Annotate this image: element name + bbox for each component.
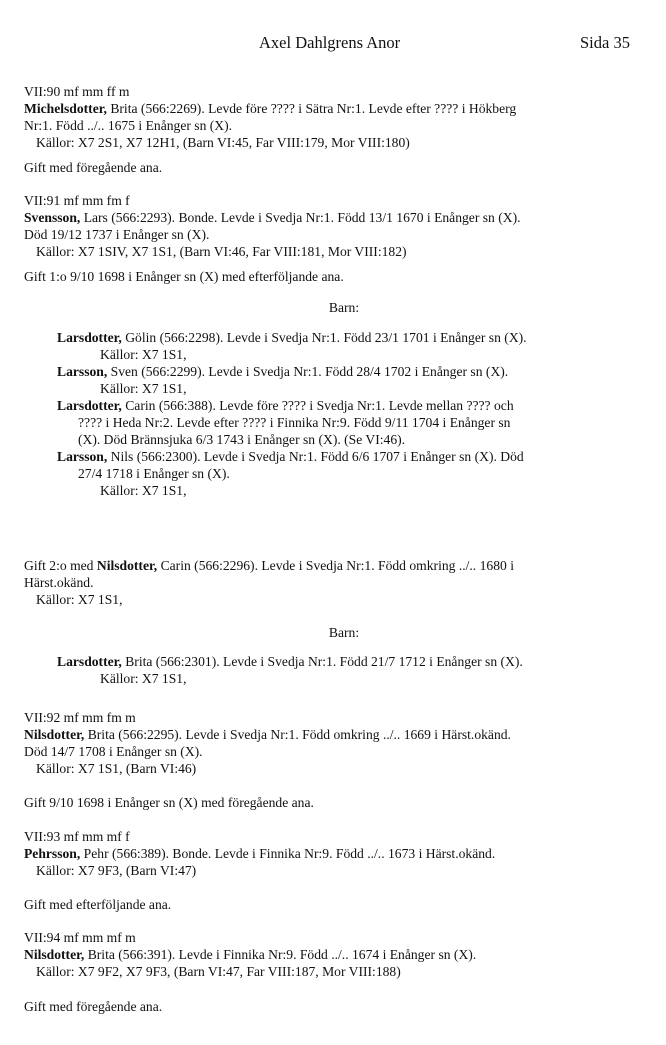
text-line xyxy=(24,465,664,482)
text-line xyxy=(24,159,664,176)
line-text: Källor: X7 1S1, xyxy=(100,381,187,396)
line-text: Carin (566:2296). Levde i Svedja Nr:1. Född omkring ../.. 1680 i xyxy=(157,558,514,573)
text-line xyxy=(24,117,664,134)
text-line xyxy=(24,896,664,913)
person-surname: Larsson, xyxy=(57,364,108,379)
line-text: Gift 1:o 9/10 1698 i Enånger sn (X) med efterföljande ana. xyxy=(24,269,344,284)
page-number: Sida 35 xyxy=(580,33,630,52)
text-line xyxy=(24,226,664,243)
line-text: Källor: X7 1S1, xyxy=(100,483,187,498)
text-block xyxy=(24,159,664,176)
person-surname: Svensson, xyxy=(24,210,81,225)
line-text: Gift med efterföljande ana. xyxy=(24,897,172,912)
text-block xyxy=(24,557,664,608)
line-text: Källor: X7 9F3, (Barn VI:47) xyxy=(36,863,197,878)
line-text: Källor: X7 1S1, xyxy=(100,671,187,686)
line-text: Gift med föregående ana. xyxy=(24,160,163,175)
line-text: VII:90 mf mm ff m xyxy=(24,84,130,99)
line-text: Gölin (566:2298). Levde i Svedja Nr:1. Född 23/1 1701 i Enånger sn (X). xyxy=(121,330,527,345)
line-text: Källor: X7 9F2, X7 9F3, (Barn VI:47, Far VIII:187, Mor VIII:188) xyxy=(36,964,401,979)
text-block xyxy=(24,299,664,316)
text-line xyxy=(24,134,664,151)
line-text: Brita (566:2295). Levde i Svedja Nr:1. Född omkring ../.. 1669 i Härst.okänd. xyxy=(84,727,511,742)
line-text: VII:94 mf mm mf m xyxy=(24,930,136,945)
person-surname: Larsdotter, xyxy=(57,398,122,413)
line-text: Källor: X7 1S1, (Barn VI:46) xyxy=(36,761,197,776)
line-text: Källor: X7 1SIV, X7 1S1, (Barn VI:46, Far VIII:181, Mor VIII:182) xyxy=(36,244,407,259)
text-block xyxy=(24,929,664,980)
line-text: Sven (566:2299). Levde i Svedja Nr:1. Född 28/4 1702 i Enånger sn (X). xyxy=(107,364,509,379)
line-text: 27/4 1718 i Enånger sn (X). xyxy=(78,466,230,481)
text-line xyxy=(24,100,664,117)
text-line xyxy=(24,760,664,777)
text-block xyxy=(24,329,664,499)
person-surname: Michelsdotter, xyxy=(24,101,107,116)
person-surname: Nilsdotter, xyxy=(24,727,85,742)
line-text: Nils (566:2300). Levde i Svedja Nr:1. Född 6/6 1707 i Enånger sn (X). Död xyxy=(107,449,524,464)
text-line xyxy=(24,591,664,608)
line-text: Härst.okänd. xyxy=(24,575,94,590)
line-text: Källor: X7 1S1, xyxy=(100,347,187,362)
line-text: Nr:1. Född ../.. 1675 i Enånger sn (X). xyxy=(24,118,233,133)
text-block xyxy=(24,192,664,260)
text-line xyxy=(24,329,664,346)
person-surname: Pehrsson, xyxy=(24,846,81,861)
text-line xyxy=(24,448,664,465)
text-line xyxy=(24,243,664,260)
text-line xyxy=(24,963,664,980)
text-line xyxy=(24,946,664,963)
line-text: Gift med föregående ana. xyxy=(24,999,163,1014)
line-text: ???? i Heda Nr:2. Levde efter ???? i Finnika Nr:9. Född 9/11 1704 i Enånger sn xyxy=(78,415,511,430)
text-line xyxy=(24,363,664,380)
line-text: Död 19/12 1737 i Enånger sn (X). xyxy=(24,227,210,242)
line-text: VII:91 mf mm fm f xyxy=(24,193,130,208)
person-surname: Nilsdotter, xyxy=(24,947,85,962)
line-text: Lars (566:2293). Bonde. Levde i Svedja Nr:1. Född 13/1 1670 i Enånger sn (X). xyxy=(80,210,521,225)
text-block xyxy=(24,828,664,879)
text-line xyxy=(24,929,664,946)
text-line xyxy=(24,845,664,862)
text-line xyxy=(24,380,664,397)
line-text: Källor: X7 2S1, X7 12H1, (Barn VI:45, Far VIII:179, Mor VIII:180) xyxy=(36,135,410,150)
text-line xyxy=(24,431,664,448)
person-surname: Larsdotter, xyxy=(57,330,122,345)
line-text: Gift 2:o med xyxy=(24,558,97,573)
line-text: Barn: xyxy=(328,300,360,315)
text-block xyxy=(24,896,664,913)
text-line xyxy=(24,670,664,687)
text-line xyxy=(24,862,664,879)
line-text: Carin (566:388). Levde före ???? i Svedja Nr:1. Levde mellan ???? och xyxy=(121,398,514,413)
text-line xyxy=(24,192,664,209)
line-text: VII:92 mf mm fm m xyxy=(24,710,136,725)
text-line xyxy=(24,998,664,1015)
text-line xyxy=(24,268,664,285)
text-line xyxy=(24,574,664,591)
person-surname: Larsdotter, xyxy=(57,654,122,669)
text-line xyxy=(24,482,664,499)
text-block xyxy=(24,268,664,285)
text-line xyxy=(24,557,664,574)
line-text: Pehr (566:389). Bonde. Levde i Finnika Nr:9. Född ../.. 1673 i Härst.okänd. xyxy=(80,846,496,861)
line-text: Källor: X7 1S1, xyxy=(36,592,123,607)
text-block xyxy=(24,624,664,641)
text-line xyxy=(24,653,664,670)
person-surname: Nilsdotter, xyxy=(96,558,158,573)
text-block xyxy=(24,998,664,1015)
text-line xyxy=(24,346,664,363)
line-text: Brita (566:2269). Levde före ???? i Sätra Nr:1. Levde efter ???? i Hökberg xyxy=(106,101,517,116)
text-line xyxy=(24,83,664,100)
line-text: Död 14/7 1708 i Enånger sn (X). xyxy=(24,744,203,759)
text-line xyxy=(24,794,664,811)
line-text: VII:93 mf mm mf f xyxy=(24,829,130,844)
person-surname: Larsson, xyxy=(57,449,108,464)
text-block xyxy=(24,653,664,687)
document-title: Axel Dahlgrens Anor xyxy=(259,33,401,52)
section-heading xyxy=(24,624,664,641)
text-line xyxy=(24,726,664,743)
text-block xyxy=(24,83,664,151)
line-text: Brita (566:391). Levde i Finnika Nr:9. Född ../.. 1674 i Enånger sn (X). xyxy=(84,947,477,962)
line-text: Gift 9/10 1698 i Enånger sn (X) med föregående ana. xyxy=(24,795,314,810)
text-line xyxy=(24,397,664,414)
text-line xyxy=(24,414,664,431)
line-text: (X). Död Brännsjuka 6/3 1743 i Enånger sn (X). (Se VI:46). xyxy=(78,432,406,447)
line-text: Barn: xyxy=(328,625,360,640)
text-line xyxy=(24,209,664,226)
text-line xyxy=(24,709,664,726)
line-text: Brita (566:2301). Levde i Svedja Nr:1. Född 21/7 1712 i Enånger sn (X). xyxy=(121,654,523,669)
text-line xyxy=(24,743,664,760)
text-block xyxy=(24,709,664,777)
text-block xyxy=(24,794,664,811)
section-heading xyxy=(24,299,664,316)
text-line xyxy=(24,828,664,845)
